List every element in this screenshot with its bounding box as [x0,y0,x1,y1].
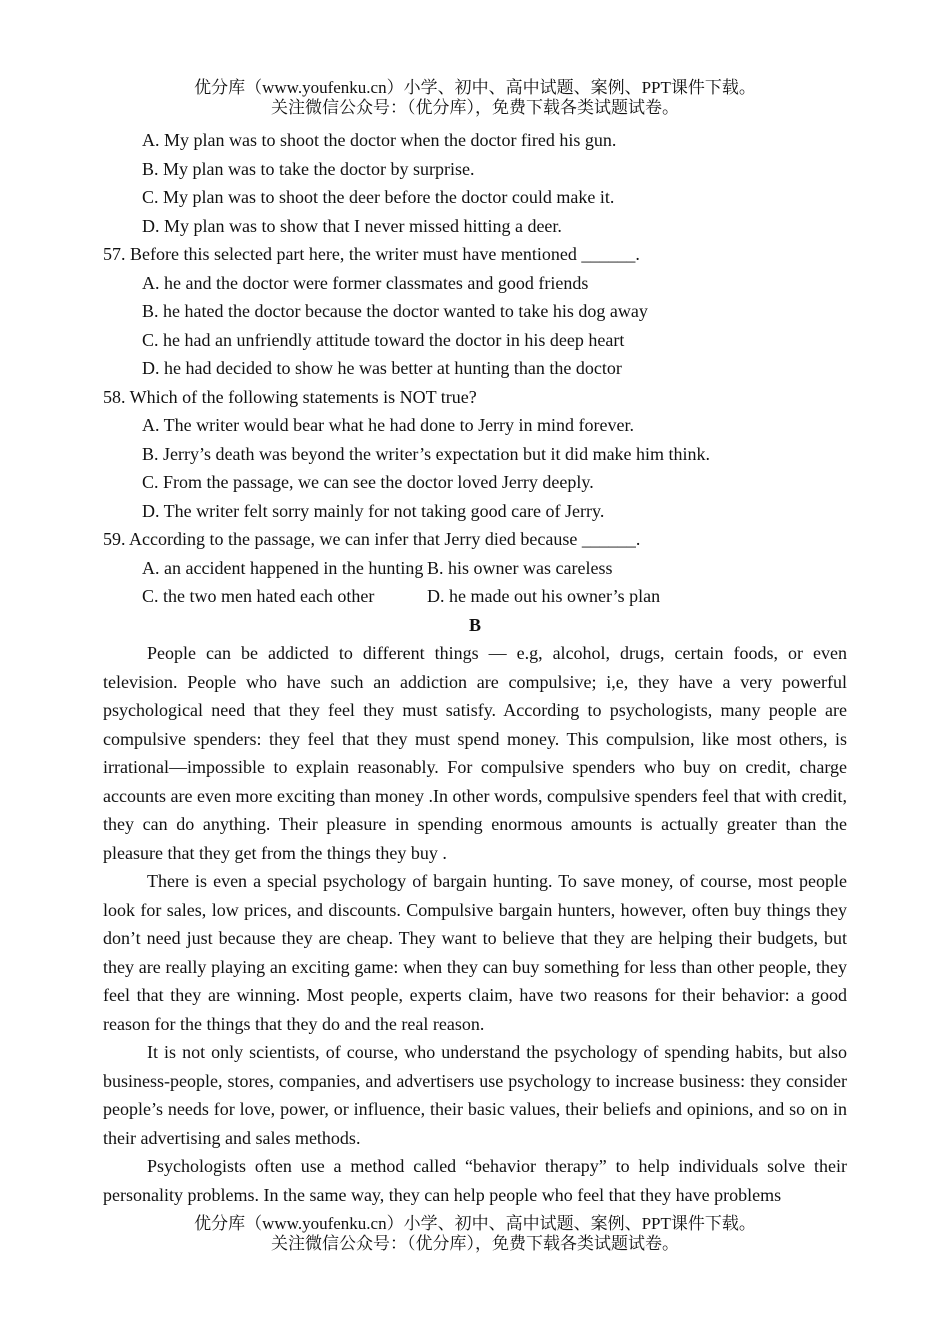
question-56-options [103,126,847,240]
passage-paragraph-2: There is even a special psychology of bargain hunting. To save money, of course, most people look for sales, low prices, and discounts. Compulsive bargain hunters, however, often buy things they don’t need just because they are cheap. They want to believe that they are helping their budgets, but they are really playing an exciting game: when they can buy something for less than other people, they feel that they are winning. Most people, experts claim, have two reasons for their behavior: a good reason for the things that they do and the real reason. [103,871,847,1034]
option-58-c: C. From the passage, we can see the doctor loved Jerry deeply. [142,472,594,492]
option-57-b: B. he hated the doctor because the doctor wanted to take his dog away [142,301,648,321]
option-57-d: D. he had decided to show he was better at hunting than the doctor [142,358,622,378]
option-56-d: D. My plan was to show that I never missed hitting a deer. [142,215,562,236]
option-56-b: B. My plan was to take the doctor by surprise. [142,158,475,179]
options-59-row-1 [103,554,847,583]
header-banner [0,78,950,118]
page-content [103,126,847,1209]
banner-line-1: 优分库（www.youfenku.cn）小学、初中、高中试题、案例、PPT课件下载。 [194,78,756,97]
question-57-stem: 57. Before this selected part here, the writer must have mentioned ______. [103,244,640,264]
passage-paragraph-1: People can be addicted to different things — e.g, alcohol, drugs, certain foods, or even television. People who have such an addiction are compulsive; i,e, they have a very powerful psychological need that they feel they must satisfy. According to psychologists, many people are compulsive spenders: they feel that they must spend money. This compulsion, like most others, is irrational—impossible to explain reasonably. For compulsive spenders who buy on credit, charge accounts are even more exciting than money .In other words, compulsive spenders feel that with credit, they can do anything. Their pleasure in spending enormous amounts is actually greater than the pleasure that they get from the things they buy . [103,643,847,863]
question-59 [103,525,847,611]
option-57-c: C. he had an unfriendly attitude toward the doctor in his deep heart [142,329,625,350]
question-58 [103,383,847,526]
option-56-a: A. My plan was to shoot the doctor when the doctor fired his gun. [142,130,617,150]
footer-line-1: 优分库（www.youfenku.cn）小学、初中、高中试题、案例、PPT课件下载。 [194,1214,756,1233]
option-59-c: C. the two men hated each other [142,586,375,606]
footer-banner [0,1214,950,1254]
option-58-a: A. The writer would bear what he had done to Jerry in mind forever. [142,415,635,435]
passage-paragraph-4: Psychologists often use a method called “behavior therapy” to help individuals solve their personality problems. In the same way, they can help people who feel that they have problems [103,1156,847,1205]
option-59-b: B. his owner was careless [427,557,613,578]
question-57 [103,240,847,383]
options-59-row-2 [103,582,847,611]
question-59-stem: 59. According to the passage, we can infer that Jerry died because ______. [103,529,641,549]
option-58-d: D. The writer felt sorry mainly for not taking good care of Jerry. [142,500,605,521]
banner-line-2: 关注微信公众号：（优分库），免费下载各类试题试卷。 [271,98,679,117]
footer-line-2: 关注微信公众号：（优分库），免费下载各类试题试卷。 [271,1234,679,1253]
passage-paragraph-3: It is not only scientists, of course, who understand the psychology of spending habits, but also business-people, stores, companies, and advertisers use psychology to increase business: they consider people’s needs for love, power, or influence, their basic values, their beliefs and opinions, and so on in their advertising and sales methods. [103,1042,847,1148]
question-58-stem: 58. Which of the following statements is NOT true? [103,386,477,407]
option-59-a: A. an accident happened in the hunting [142,557,424,578]
section-heading: B [468,614,481,635]
option-57-a: A. he and the doctor were former classmates and good friends [142,272,589,293]
option-59-d: D. he made out his owner’s plan [427,586,661,606]
option-58-b: B. Jerry’s death was beyond the writer’s expectation but it did make him think. [142,443,711,464]
option-56-c: C. My plan was to shoot the deer before the doctor could make it. [142,187,615,207]
